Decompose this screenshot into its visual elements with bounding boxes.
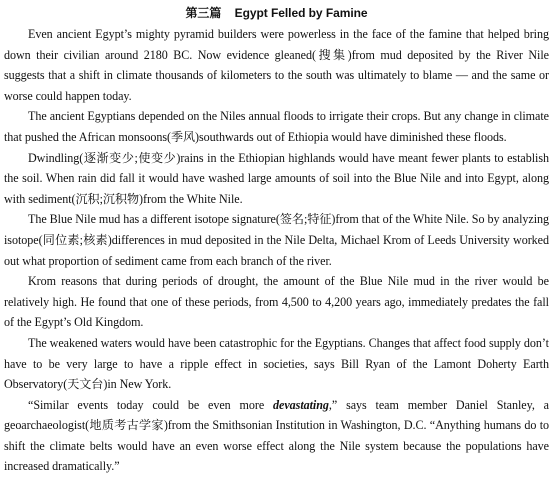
article-title (4, 3, 549, 23)
paragraph-7-start: “Similar events today could be even more (28, 397, 274, 412)
paragraph-7-end: ,” says team member Daniel Stanley, a geoarchaeologist(地质考古学家)from the Smithsonian Institution in Washington, D.C. “Anything humans do to shift the climate belts would have an even worse effect along the Nile system because the populations have increased dramatically.” (4, 397, 549, 474)
chapter-label: 第三篇 (185, 6, 222, 20)
emphasized-word: devastating (273, 397, 329, 412)
title-text: Egypt Felled by Famine (234, 6, 368, 20)
paragraph-3: Dwindling(逐渐变少;使变少)rains in the Ethiopian highlands would have meant fewer plants to establish the soil. When rain did fall it would have washed large amounts of soil into the Blue Nile and into Egypt, along with sediment(沉积;沉积物)from the White Nile. (4, 150, 549, 206)
paragraph-6: The weakened waters would have been catastrophic for the Egyptians. Changes that affect food supply don’t have to be very large to have a ripple effect in societies, says Bill Ryan of the Lamont Doherty Earth Observatory(天文台)in New York. (4, 335, 549, 392)
paragraph-7 (4, 395, 549, 477)
paragraph-4: The Blue Nile mud has a different isotope signature(签名;特征)from that of the White Nile. So by analyzing isotope(同位素;核素)differences in mud deposited in the Nile Delta, Michael Krom of Leeds University worked out what proportion of sediment came from each branch of the river. (4, 212, 549, 268)
paragraph-1: Even ancient Egypt’s mighty pyramid builders were powerless in the face of the famine that helped bring down their civilian around 2180 BC. Now evidence gleaned(搜集)from mud deposited by the River Nile suggests that a shift in climate thousands of kilometers to the south was ultimately to blame — and the same or worse could happen today. (4, 27, 549, 103)
paragraph-2: The ancient Egyptians depended on the Niles annual floods to irrigate their crops. But any change in climate that pushed the African monsoons(季风)southwards out of Ethiopia would have diminished these floods. (4, 109, 549, 144)
paragraph-5: Krom reasons that during periods of drought, the amount of the Blue Nile mud in the river would be relatively high. He found that one of these periods, from 4,500 to 4,200 years ago, immediately predates the fall of the Egypt’s Old Kingdom. (4, 274, 549, 330)
